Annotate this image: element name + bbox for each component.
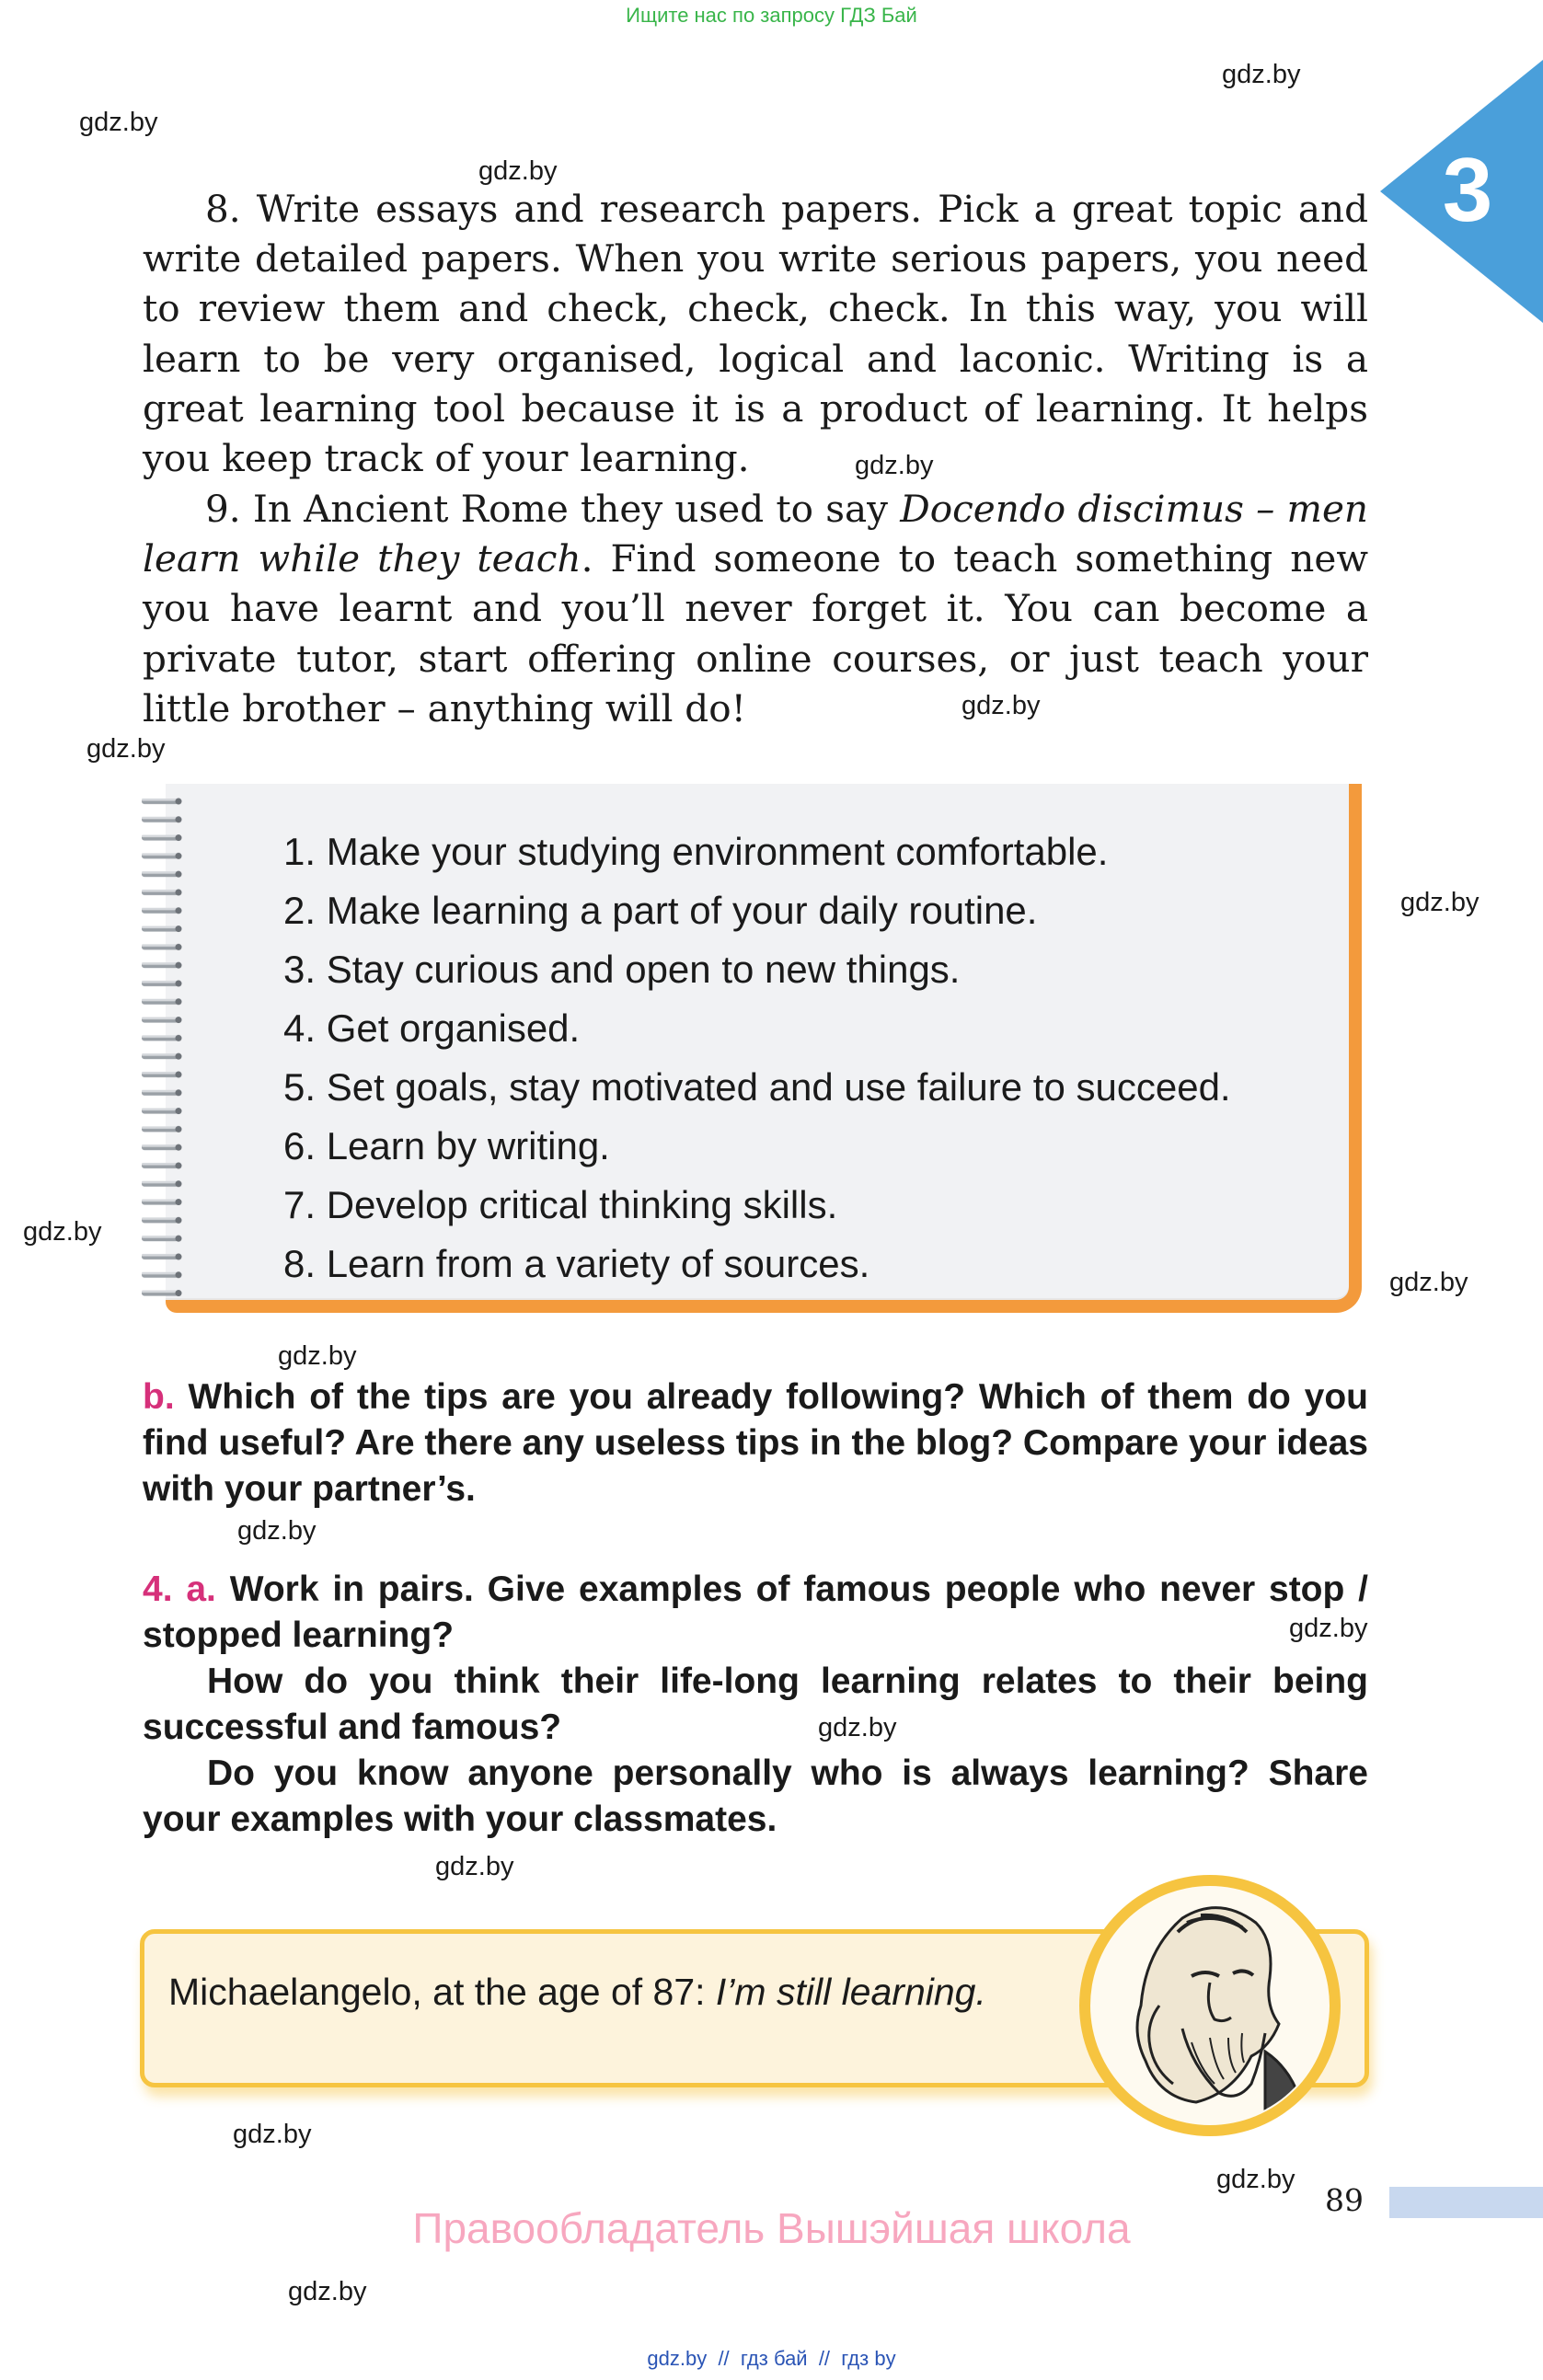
paragraph-9-end: . Find someone to teach something new you have learnt and you’ll never forget it. You can become a private tutor, start offering online courses, or just teach your little brother – anything will do! bbox=[143, 536, 1368, 730]
tip-item: 6. Learn by writing. bbox=[283, 1124, 610, 1167]
tip-item: 3. Stay curious and open to new things. bbox=[283, 948, 961, 991]
task-4-line3: Do you know anyone personally who is always learning? Share your examples with your classmates. bbox=[143, 1753, 1368, 1839]
michaelangelo-portrait-icon bbox=[1072, 1868, 1348, 2144]
watermark: gdz.by bbox=[1289, 1614, 1368, 1643]
task-4-letter: a. bbox=[186, 1569, 216, 1609]
task-4-line2: How do you think their life-long learning relates to their being successful and famous? bbox=[143, 1661, 1368, 1747]
watermark: gdz.by bbox=[237, 1516, 317, 1546]
top-banner: Ищите нас по запросу ГДЗ Бай bbox=[626, 4, 917, 27]
tip-item: 7. Develop critical thinking skills. bbox=[283, 1183, 838, 1226]
paragraph-9 bbox=[143, 484, 1368, 733]
task-b bbox=[143, 1374, 1368, 1512]
watermark: gdz.by bbox=[855, 451, 934, 480]
tip-item: 5. Set goals, stay motivated and use failure to succeed. bbox=[283, 1065, 1231, 1109]
tips-list bbox=[283, 822, 1231, 1293]
chapter-tab bbox=[1380, 60, 1543, 323]
task-4-line1: Work in pairs. Give examples of famous people who never stop / stopped learning? bbox=[143, 1569, 1368, 1655]
paragraph-9-start: 9. In Ancient Rome they used to say bbox=[205, 487, 901, 531]
watermark: gdz.by bbox=[1222, 60, 1301, 89]
quote-prefix: Michaelangelo, at the age of 87: bbox=[168, 1971, 716, 2013]
paragraph-9-latin-quote: Docendo discimus – men learn while they teach bbox=[143, 487, 1368, 581]
watermark: gdz.by bbox=[288, 2277, 367, 2306]
task-b-text: Which of the tips are you already following? Which of them do you find useful? Are there any useless tips in the blog? Compare your ideas with your partner’s. bbox=[143, 1377, 1368, 1509]
task-4a bbox=[143, 1567, 1368, 1843]
watermark: gdz.by bbox=[1400, 888, 1480, 917]
watermark: gdz.by bbox=[1389, 1268, 1468, 1297]
watermark: gdz.by bbox=[478, 156, 558, 186]
watermark: gdz.by bbox=[278, 1341, 357, 1371]
task-4-number: 4. bbox=[143, 1569, 173, 1609]
rights-holder: Правообладатель Вышэйшая школа bbox=[412, 2204, 1131, 2252]
watermark: gdz.by bbox=[818, 1713, 897, 1742]
chapter-number: 3 bbox=[1442, 139, 1493, 240]
watermark: gdz.by bbox=[86, 734, 166, 764]
tip-item: 2. Make learning a part of your daily routine. bbox=[283, 889, 1038, 932]
spiral-binding-icon bbox=[138, 793, 193, 1304]
watermark: gdz.by bbox=[79, 108, 158, 137]
watermark: gdz.by bbox=[961, 691, 1041, 720]
paragraph-8-text: 8. Write essays and research papers. Pick a great topic and write detailed papers. When you write serious papers, you need to review them and check, check, check. In this way, you will learn to be very organised, logical and laconic. Writing is a great learning tool because it is a product of learning. It helps you keep track of your learning. bbox=[143, 187, 1368, 481]
page-number: 89 bbox=[1325, 2182, 1364, 2218]
footer-links: gdz.by // гдз бай // гдз by bbox=[647, 2347, 896, 2370]
quote-italic: I’m still learning. bbox=[715, 1971, 986, 2013]
tip-item: 8. Learn from a variety of sources. bbox=[283, 1242, 870, 1285]
watermark: gdz.by bbox=[435, 1852, 514, 1881]
tips-notebook bbox=[138, 784, 1371, 1327]
task-b-letter: b. bbox=[143, 1377, 175, 1417]
watermark: gdz.by bbox=[1216, 2165, 1295, 2194]
watermark: gdz.by bbox=[23, 1217, 102, 1247]
watermark: gdz.by bbox=[233, 2120, 312, 2149]
paragraph-8 bbox=[143, 184, 1368, 483]
tip-item: 1. Make your studying environment comfortable. bbox=[283, 830, 1109, 873]
quote-text bbox=[168, 1971, 986, 2014]
tip-item: 4. Get organised. bbox=[283, 1006, 581, 1050]
